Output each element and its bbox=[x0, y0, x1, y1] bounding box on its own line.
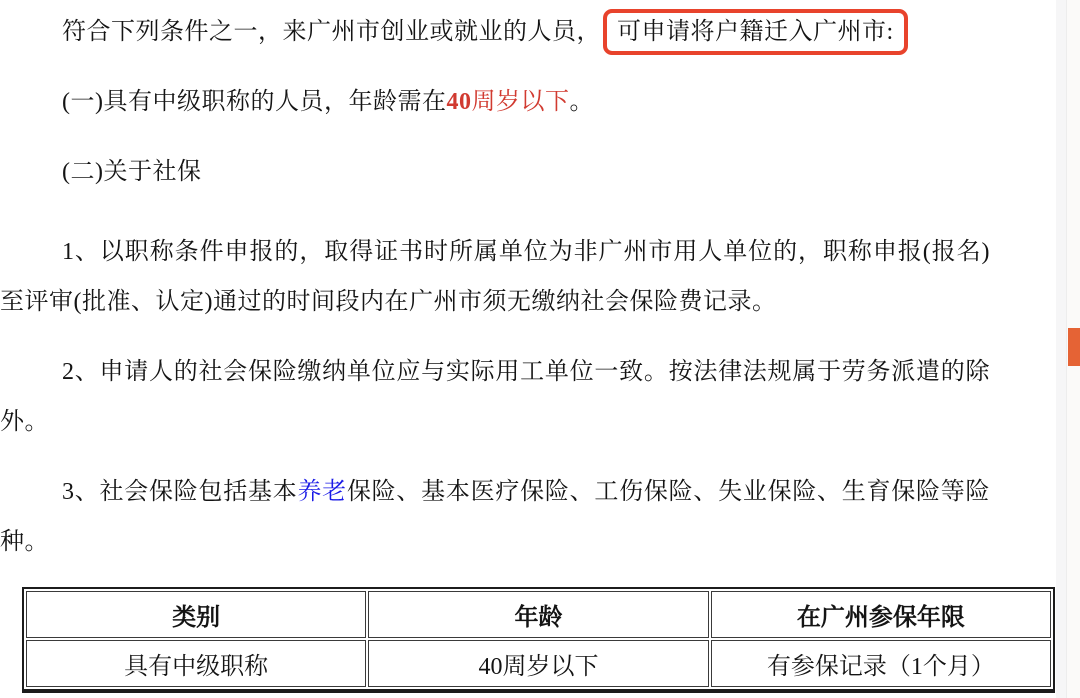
page-margin-strip bbox=[1056, 0, 1066, 698]
condition-one-period: 。 bbox=[569, 89, 594, 115]
cell-age: 40周岁以下 bbox=[368, 640, 708, 687]
header-age: 年龄 bbox=[368, 591, 708, 638]
scrollbar-track[interactable] bbox=[1066, 0, 1080, 698]
point-3-suffix: 保险、基本医疗保险、工伤保险、失业保险、生育保险等险种。 bbox=[0, 479, 991, 555]
age-limit-emphasis: 周岁以下 bbox=[471, 89, 570, 115]
cell-insurance-record: 有参保记录（1个月） bbox=[711, 640, 1051, 687]
header-category: 类别 bbox=[26, 591, 366, 638]
intro-text: 符合下列条件之一，来广州市创业或就业的人员， bbox=[62, 19, 601, 45]
scrollbar-thumb[interactable] bbox=[1068, 328, 1080, 366]
document-body bbox=[0, 7, 995, 693]
intro-paragraph bbox=[0, 7, 990, 57]
condition-one-text: (一)具有中级职称的人员，年龄需在 bbox=[62, 89, 447, 115]
highlight-box bbox=[603, 9, 908, 55]
social-insurance-point-3 bbox=[0, 467, 990, 567]
condition-one-paragraph bbox=[0, 77, 990, 127]
social-insurance-point-1: 1、以职称条件申报的，取得证书时所属单位为非广州市用人单位的，职称申报(报名)至评审(批准、认定)通过的时间段内在广州市须无缴纳社会保险费记录。 bbox=[0, 239, 990, 315]
point-3-prefix: 3、社会保险包括基本 bbox=[62, 479, 298, 505]
cell-category: 具有中级职称 bbox=[26, 640, 366, 687]
condition-two-heading: (二)关于社保 bbox=[62, 159, 202, 185]
age-number-emphasis: 40 bbox=[446, 89, 472, 115]
table-header-row bbox=[26, 591, 1051, 638]
eligibility-table bbox=[22, 587, 1055, 693]
table-row bbox=[26, 640, 1051, 687]
pension-link[interactable]: 养老 bbox=[297, 479, 347, 505]
header-insurance-years: 在广州参保年限 bbox=[711, 591, 1051, 638]
social-insurance-point-2: 2、申请人的社会保险缴纳单位应与实际用工单位一致。按法律法规属于劳务派遣的除外。 bbox=[0, 359, 990, 435]
highlight-text: 可申请将户籍迁入广州市: bbox=[617, 19, 894, 45]
